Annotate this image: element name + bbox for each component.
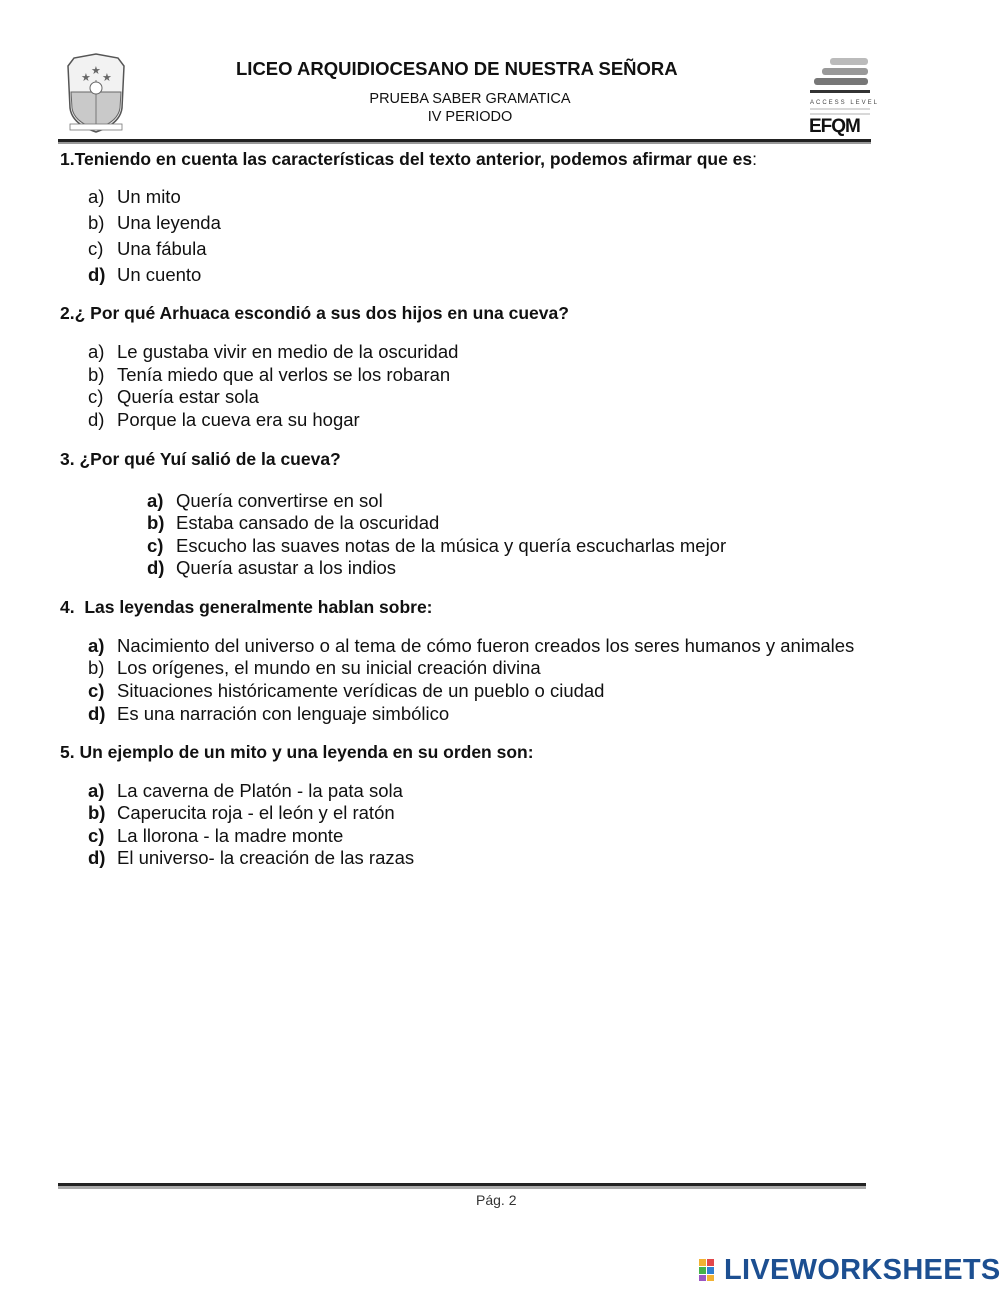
option-letter: a) bbox=[88, 341, 105, 362]
q5-option-d[interactable] bbox=[88, 847, 414, 869]
option-text: Un mito bbox=[117, 186, 181, 207]
school-name: LICEO ARQUIDIOCESANO DE NUESTRA SEÑORA bbox=[236, 58, 678, 79]
option-letter: d) bbox=[88, 264, 106, 285]
question-1 bbox=[60, 149, 757, 170]
q2-option-c[interactable] bbox=[88, 386, 259, 408]
option-text: Le gustaba vivir en medio de la oscuridad bbox=[117, 341, 459, 362]
option-letter: a) bbox=[147, 490, 164, 511]
option-letter: c) bbox=[88, 680, 105, 701]
question-2: 2.¿ Por qué Arhuaca escondió a sus dos hijos en una cueva? bbox=[60, 303, 569, 323]
access-level-label: ACCESS LEVEL bbox=[810, 100, 880, 106]
option-text: Escucho las suaves notas de la música y quería escucharlas mejor bbox=[176, 535, 727, 556]
q2-option-d[interactable] bbox=[88, 409, 360, 431]
option-text: Estaba cansado de la oscuridad bbox=[176, 512, 440, 533]
option-text: Situaciones históricamente verídicas de un pueblo o ciudad bbox=[117, 680, 605, 701]
option-text: Quería estar sola bbox=[117, 386, 259, 407]
svg-text:★: ★ bbox=[91, 64, 101, 77]
q4-option-a[interactable] bbox=[88, 635, 854, 657]
footer-divider bbox=[58, 1183, 866, 1186]
q3-option-d[interactable] bbox=[147, 557, 396, 579]
question-1-text: 1.Teniendo en cuenta las características del texto anterior, podemos afirmar que es bbox=[60, 149, 753, 169]
q4-option-b[interactable] bbox=[88, 657, 541, 679]
q1-option-b[interactable] bbox=[88, 212, 221, 234]
q1-option-d[interactable] bbox=[88, 264, 201, 286]
option-text: Tenía miedo que al verlos se los robaran bbox=[117, 364, 451, 385]
option-letter: d) bbox=[88, 703, 106, 724]
option-letter: c) bbox=[147, 535, 164, 556]
question-5: 5. Un ejemplo de un mito y una leyenda en su orden son: bbox=[60, 742, 534, 762]
option-letter: c) bbox=[88, 238, 104, 259]
option-text: La llorona - la madre monte bbox=[117, 825, 344, 846]
option-letter: b) bbox=[88, 657, 105, 678]
q3-option-a[interactable] bbox=[147, 490, 383, 512]
option-text: La caverna de Platón - la pata sola bbox=[117, 780, 403, 801]
option-text: Nacimiento del universo o al tema de cómo fueron creados los seres humanos y animales bbox=[117, 635, 855, 656]
option-text: Una fábula bbox=[117, 238, 207, 259]
option-letter: d) bbox=[147, 557, 165, 578]
option-letter: a) bbox=[88, 186, 105, 207]
option-letter: b) bbox=[88, 364, 105, 385]
option-text: Quería convertirse en sol bbox=[176, 490, 383, 511]
efqm-label: EFQM bbox=[809, 116, 860, 137]
option-text: Caperucita roja - el león y el ratón bbox=[117, 802, 395, 823]
q5-option-b[interactable] bbox=[88, 802, 395, 824]
exam-title: PRUEBA SABER GRAMATICA bbox=[369, 91, 571, 107]
q2-option-a[interactable] bbox=[88, 341, 458, 363]
q5-option-c[interactable] bbox=[88, 825, 343, 847]
svg-text:★: ★ bbox=[81, 71, 91, 84]
option-letter: b) bbox=[88, 212, 105, 233]
header-divider bbox=[58, 139, 871, 142]
liveworksheets-watermark: LIVEWORKSHEETS bbox=[724, 1254, 1000, 1286]
option-letter: d) bbox=[88, 409, 105, 430]
page-number: Pág. 2 bbox=[476, 1192, 517, 1208]
q4-option-d[interactable] bbox=[88, 703, 449, 725]
option-text: Porque la cueva era su hogar bbox=[117, 409, 360, 430]
q3-option-c[interactable] bbox=[147, 535, 726, 557]
option-text: Una leyenda bbox=[117, 212, 221, 233]
question-4: 4. Las leyendas generalmente hablan sobre: bbox=[60, 597, 433, 617]
q1-option-a[interactable] bbox=[88, 186, 181, 208]
option-letter: d) bbox=[88, 847, 106, 868]
exam-period: IV PERIODO bbox=[427, 109, 513, 125]
option-letter: a) bbox=[88, 635, 105, 656]
svg-text:★: ★ bbox=[102, 71, 112, 84]
q3-option-b[interactable] bbox=[147, 512, 439, 534]
option-letter: b) bbox=[147, 512, 165, 533]
school-crest-logo bbox=[62, 52, 130, 136]
option-text: El universo- la creación de las razas bbox=[117, 847, 415, 868]
option-letter: a) bbox=[88, 780, 105, 801]
option-letter: c) bbox=[88, 386, 104, 407]
q2-option-b[interactable] bbox=[88, 364, 450, 386]
question-3: 3. ¿Por qué Yuí salió de la cueva? bbox=[60, 449, 341, 469]
q5-option-a[interactable] bbox=[88, 780, 403, 802]
liveworksheets-icon bbox=[698, 1258, 722, 1282]
option-text: Los orígenes, el mundo en su inicial creación divina bbox=[117, 657, 541, 678]
option-letter: c) bbox=[88, 825, 105, 846]
option-text: Quería asustar a los indios bbox=[176, 557, 397, 578]
q1-option-c[interactable] bbox=[88, 238, 206, 260]
option-letter: b) bbox=[88, 802, 106, 823]
q4-option-c[interactable] bbox=[88, 680, 604, 702]
option-text: Un cuento bbox=[117, 264, 202, 285]
question-1-colon: : bbox=[752, 149, 758, 169]
option-text: Es una narración con lenguaje simbólico bbox=[117, 703, 450, 724]
